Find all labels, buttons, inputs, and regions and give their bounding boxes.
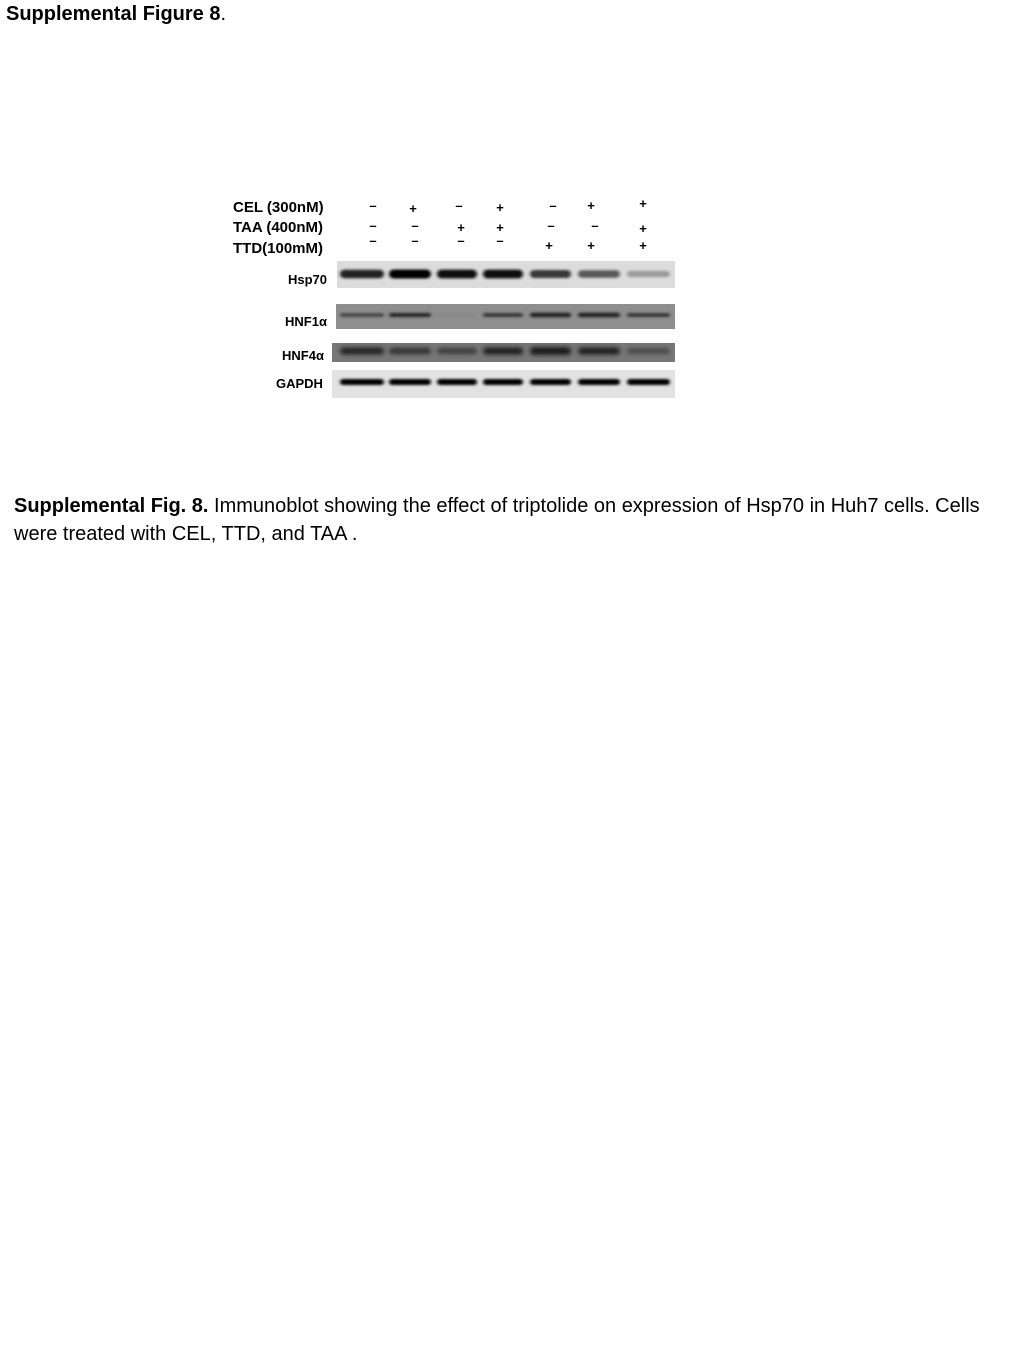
band-hsp70-lane-3: [437, 270, 477, 279]
blot-label-hsp70: Hsp70: [288, 272, 328, 287]
sign-taa-lane-5: –: [547, 218, 555, 233]
band-hnf4a-lane-4: [483, 347, 523, 354]
sign-taa-lane-4: +: [496, 220, 504, 235]
band-hsp70-lane-7: [627, 271, 670, 277]
band-hnf1a-lane-3: [437, 314, 477, 317]
band-hsp70-lane-1: [340, 270, 384, 278]
band-gapdh-lane-1: [340, 379, 384, 385]
band-hnf1a-lane-4: [483, 313, 523, 317]
band-gapdh-lane-6: [578, 379, 620, 385]
sign-cel-lane-7: +: [639, 196, 647, 211]
sign-ttd-lane-7: +: [639, 238, 647, 253]
band-gapdh-lane-3: [437, 379, 477, 385]
band-hnf4a-lane-1: [340, 348, 384, 355]
sign-taa-lane-7: +: [639, 221, 647, 236]
band-hnf1a-lane-5: [530, 313, 571, 317]
sign-cel-lane-4: +: [496, 200, 504, 215]
heading-title: Supplemental Figure 8: [6, 3, 221, 25]
band-hnf1a-lane-1: [340, 313, 384, 317]
sign-cel-lane-1: –: [369, 198, 377, 213]
sign-ttd-lane-3: –: [457, 233, 465, 248]
caption-lead: Supplemental Fig. 8.: [14, 495, 209, 517]
band-hsp70-lane-5: [530, 270, 571, 278]
sign-cel-lane-2: +: [409, 201, 417, 216]
blot-label-hnf4a: HNF4α: [282, 348, 324, 363]
band-gapdh-lane-2: [389, 379, 431, 385]
immunoblot-figure: [0, 0, 1024, 470]
condition-label-taa: TAA (400nM): [233, 219, 323, 236]
sign-taa-lane-3: +: [457, 220, 465, 235]
sign-taa-lane-6: –: [591, 218, 599, 233]
band-hnf4a-lane-6: [578, 347, 620, 354]
sign-ttd-lane-1: –: [369, 233, 377, 248]
band-hnf4a-lane-5: [530, 347, 571, 354]
sign-ttd-lane-5: +: [545, 238, 553, 253]
sign-ttd-lane-4: –: [496, 233, 504, 248]
caption-text: Immunoblot showing the effect of triptolide on expression of Hsp70 in Huh7 cells. Cells were treated with CEL, TTD, and TAA .: [14, 495, 980, 545]
sign-ttd-lane-2: –: [411, 233, 419, 248]
band-hsp70-lane-6: [578, 270, 620, 277]
band-gapdh-lane-7: [627, 379, 670, 385]
condition-label-ttd: TTD(100mM): [233, 240, 324, 257]
sign-cel-lane-6: +: [587, 198, 595, 213]
band-hnf1a-lane-2: [389, 313, 431, 317]
condition-label-cel: CEL (300nM): [233, 199, 324, 216]
figure-caption: [14, 492, 1009, 548]
heading-suffix: .: [220, 3, 227, 25]
blot-label-gapdh: GAPDH: [276, 376, 323, 391]
sign-cel-lane-3: –: [455, 198, 463, 213]
blot-label-hnf1a: HNF1α: [285, 314, 327, 329]
band-hnf4a-lane-2: [389, 348, 431, 355]
sign-ttd-lane-6: +: [587, 238, 595, 253]
band-gapdh-lane-5: [530, 379, 571, 385]
blot-panels: [0, 0, 1024, 470]
band-hsp70-lane-4: [483, 270, 523, 279]
sign-taa-lane-1: –: [369, 218, 377, 233]
sign-cel-lane-5: –: [549, 198, 557, 213]
sign-taa-lane-2: –: [411, 218, 419, 233]
band-hnf1a-lane-6: [578, 313, 620, 317]
band-hsp70-lane-2: [389, 270, 431, 279]
band-hnf1a-lane-7: [627, 313, 670, 317]
band-gapdh-lane-4: [483, 379, 523, 385]
band-hnf4a-lane-3: [437, 348, 477, 354]
band-hnf4a-lane-7: [627, 348, 670, 354]
